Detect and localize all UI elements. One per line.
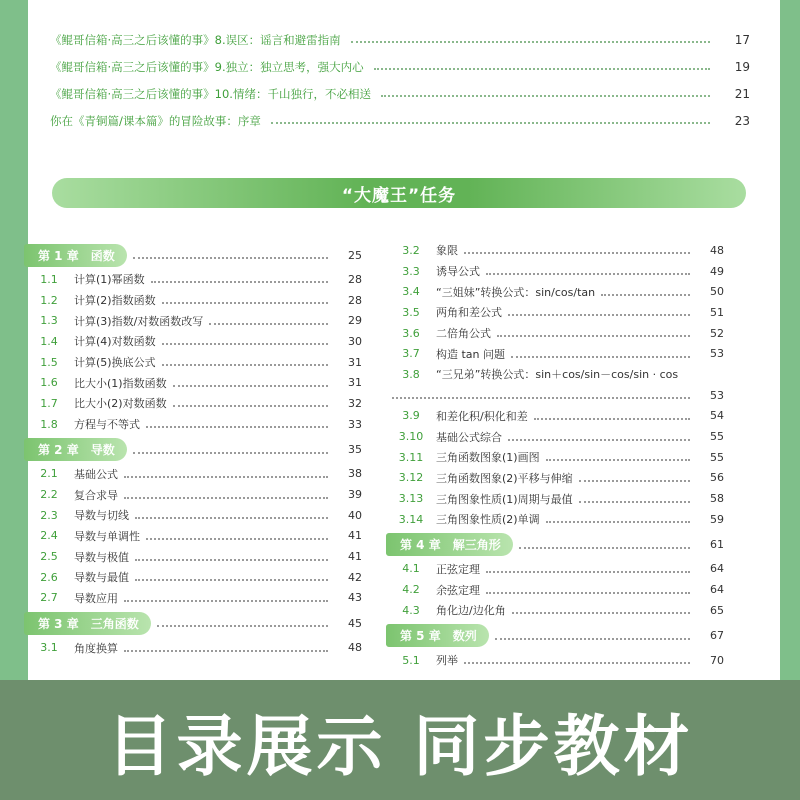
section-title: 诱导公式 xyxy=(436,265,480,279)
section-number: 3.11 xyxy=(398,450,424,464)
toc-row[interactable] xyxy=(386,488,724,509)
section-title: 正弦定理 xyxy=(436,562,480,576)
toc-row[interactable] xyxy=(386,364,724,385)
toc-page: 53 xyxy=(710,347,724,361)
dot-leader xyxy=(511,356,690,358)
toc-page: 38 xyxy=(348,467,362,481)
toc-page: 32 xyxy=(348,396,362,410)
section-title: 余弦定理 xyxy=(436,583,480,597)
toc-page: 48 xyxy=(348,641,362,655)
section-number: 3.13 xyxy=(398,492,424,506)
toc-row[interactable] xyxy=(386,406,724,427)
section-title: 和差化积/积化和差 xyxy=(436,409,528,423)
toc-page: 28 xyxy=(348,293,362,307)
dot-leader xyxy=(508,439,690,441)
section-number: 1.2 xyxy=(40,293,58,307)
toc-row[interactable] xyxy=(24,372,362,393)
section-number: 4.2 xyxy=(402,583,420,597)
dot-leader xyxy=(374,68,710,70)
dot-leader xyxy=(135,517,328,519)
dot-leader xyxy=(162,302,328,304)
section-title: 列举 xyxy=(436,654,458,668)
section-title: 导数与最值 xyxy=(74,571,129,585)
toc-left-column xyxy=(24,240,362,658)
toc-row-continuation xyxy=(386,385,724,406)
toc-row[interactable] xyxy=(24,393,362,414)
section-number: 3.4 xyxy=(402,285,420,299)
toc-page: 31 xyxy=(348,355,362,369)
section-title: 两角和差公式 xyxy=(436,306,502,320)
section-title: 基础公式 xyxy=(74,467,118,481)
section-title: 计算(1)幂函数 xyxy=(74,273,145,287)
dot-leader xyxy=(124,600,328,602)
chapter-page: 25 xyxy=(348,248,362,262)
toc-page: 31 xyxy=(348,376,362,390)
toc-row[interactable] xyxy=(24,637,362,658)
chapter-heading[interactable] xyxy=(24,243,362,267)
section-title: 计算(3)指数/对数函数改写 xyxy=(74,314,204,328)
dot-leader xyxy=(124,476,328,478)
section-number: 3.12 xyxy=(398,471,424,485)
chapter-label: 第 3 章 三角函数 xyxy=(24,612,151,635)
intro-page: 17 xyxy=(734,32,750,47)
chapter-label: 第 4 章 解三角形 xyxy=(386,533,513,556)
toc-row[interactable] xyxy=(386,579,724,600)
section-number: 5.1 xyxy=(402,653,420,667)
section-number: 2.4 xyxy=(40,529,58,543)
section-number: 2.6 xyxy=(40,570,58,584)
toc-page: 41 xyxy=(348,529,362,543)
toc-page: 33 xyxy=(348,417,362,431)
chapter-page: 67 xyxy=(710,629,724,643)
toc-page: 28 xyxy=(348,272,362,286)
section-title: 方程与不等式 xyxy=(74,418,140,432)
toc-page: 55 xyxy=(710,430,724,444)
section-number: 2.1 xyxy=(40,467,58,481)
toc-page: 56 xyxy=(710,471,724,485)
section-number: 2.3 xyxy=(40,508,58,522)
section-number: 3.5 xyxy=(402,305,420,319)
toc-page: 55 xyxy=(710,450,724,464)
toc-row[interactable] xyxy=(24,505,362,526)
toc-row[interactable] xyxy=(386,343,724,364)
section-title: 导数与极值 xyxy=(74,550,129,564)
section-title: 计算(2)指数函数 xyxy=(74,294,156,308)
dot-leader xyxy=(209,323,328,325)
dot-leader xyxy=(133,452,328,454)
toc-row[interactable] xyxy=(24,567,362,588)
dot-leader xyxy=(497,335,690,337)
toc-row[interactable] xyxy=(24,484,362,505)
section-title: 复合求导 xyxy=(74,488,118,502)
dot-leader xyxy=(133,257,328,259)
section-number: 3.6 xyxy=(402,326,420,340)
section-number: 1.3 xyxy=(40,314,58,328)
toc-row[interactable] xyxy=(24,464,362,485)
toc-row[interactable] xyxy=(386,323,724,344)
chapter-heading[interactable] xyxy=(24,611,362,635)
intro-row[interactable] xyxy=(50,26,750,53)
toc-page: 51 xyxy=(710,305,724,319)
section-title: 三角图象性质(2)单调 xyxy=(436,513,540,527)
dot-leader xyxy=(512,612,690,614)
section-title: 比大小(2)对数函数 xyxy=(74,397,167,411)
dot-leader xyxy=(381,95,710,97)
dot-leader xyxy=(162,364,328,366)
intro-title: 你在《青铜篇/课本篇》的冒险故事：序章 xyxy=(50,113,261,128)
section-banner-title: “大魔王”任务 xyxy=(341,185,457,206)
chapter-page: 35 xyxy=(348,443,362,456)
toc-row[interactable] xyxy=(386,650,724,671)
toc-page: 65 xyxy=(710,603,724,617)
toc-row[interactable] xyxy=(386,468,724,489)
dot-leader xyxy=(486,571,690,573)
section-number: 1.5 xyxy=(40,355,58,369)
toc-right-column xyxy=(386,240,724,670)
toc-row[interactable] xyxy=(24,269,362,290)
section-title: 构造 tan 问题 xyxy=(436,347,506,361)
section-number: 4.3 xyxy=(402,603,420,617)
section-title: 角化边/边化角 xyxy=(436,604,506,618)
section-title: 计算(4)对数函数 xyxy=(74,335,156,349)
dot-leader xyxy=(392,397,690,399)
toc-row[interactable] xyxy=(24,352,362,373)
section-title: 角度换算 xyxy=(74,641,118,655)
toc-row[interactable] xyxy=(24,414,362,435)
section-title: 导数与切线 xyxy=(74,509,129,523)
toc-row[interactable] xyxy=(386,426,724,447)
toc-page: 54 xyxy=(710,409,724,423)
toc-page: 64 xyxy=(710,562,724,576)
section-number: 2.2 xyxy=(40,488,58,502)
toc-page: 40 xyxy=(348,508,362,522)
chapter-page: 45 xyxy=(348,616,362,630)
toc-page: 43 xyxy=(348,591,362,605)
section-title: 计算(5)换底公式 xyxy=(74,356,156,370)
dot-leader xyxy=(486,273,690,275)
intro-row[interactable] xyxy=(50,107,750,134)
dot-leader xyxy=(579,501,690,503)
toc-row[interactable] xyxy=(24,546,362,567)
toc-page: 29 xyxy=(348,314,362,328)
section-number: 3.8 xyxy=(402,367,420,381)
section-number: 3.9 xyxy=(402,409,420,423)
section-number: 1.8 xyxy=(40,417,58,431)
toc-page: 58 xyxy=(710,492,724,506)
toc-page: 70 xyxy=(710,653,724,667)
section-title: 比大小(1)指数函数 xyxy=(74,376,167,390)
chapter-heading[interactable] xyxy=(386,624,724,648)
section-title: “三兄弟”转换公式：sin＋cos/sin－cos/sin · cos xyxy=(436,368,679,382)
section-title: 基础公式综合 xyxy=(436,430,502,444)
toc-row[interactable] xyxy=(386,600,724,621)
toc-row[interactable] xyxy=(386,559,724,580)
section-title: 导数应用 xyxy=(74,591,118,605)
intro-title: 《鲲哥信箱·高三之后该懂的事》10.情绪：千山独行，不必相送 xyxy=(50,86,371,101)
dot-leader xyxy=(508,314,690,316)
dot-leader xyxy=(495,638,690,640)
section-title: 三角图象性质(1)周期与最值 xyxy=(436,492,573,506)
toc-row[interactable] xyxy=(24,310,362,331)
dot-leader xyxy=(486,592,690,594)
toc-row[interactable] xyxy=(386,261,724,282)
section-number: 3.1 xyxy=(40,641,58,655)
toc-page: 53 xyxy=(710,388,724,402)
section-number: 1.7 xyxy=(40,396,58,410)
dot-leader xyxy=(157,625,328,627)
toc-page: 39 xyxy=(348,488,362,502)
toc-page: 48 xyxy=(710,243,724,257)
dot-leader xyxy=(271,122,710,124)
dot-leader xyxy=(146,538,328,540)
section-number: 3.2 xyxy=(402,243,420,257)
section-number: 1.1 xyxy=(40,272,58,286)
intro-page: 23 xyxy=(734,113,750,128)
dot-leader xyxy=(546,521,690,523)
toc-row[interactable] xyxy=(24,331,362,352)
toc-page: 59 xyxy=(710,512,724,526)
toc-row[interactable] xyxy=(386,509,724,530)
section-number: 2.7 xyxy=(40,591,58,605)
section-number: 2.5 xyxy=(40,550,58,564)
toc-row[interactable] xyxy=(386,447,724,468)
intro-row[interactable] xyxy=(50,53,750,80)
dot-leader xyxy=(519,547,690,549)
section-title: 二倍角公式 xyxy=(436,327,491,341)
intro-title: 《鲲哥信箱·高三之后该懂的事》8.误区：谣言和避雷指南 xyxy=(50,32,341,47)
dot-leader xyxy=(146,426,328,428)
dot-leader xyxy=(534,418,690,420)
section-title: “三姐妹”转换公式：sin/cos/tan xyxy=(436,285,596,299)
dot-leader xyxy=(464,662,690,664)
dot-leader xyxy=(135,579,328,581)
toc-page: 30 xyxy=(348,334,362,348)
dot-leader xyxy=(162,343,328,345)
intro-row[interactable] xyxy=(50,80,750,107)
toc-page: 49 xyxy=(710,264,724,278)
intro-list xyxy=(50,26,750,134)
section-number: 3.3 xyxy=(402,264,420,278)
chapter-heading[interactable] xyxy=(386,533,724,557)
section-number: 3.10 xyxy=(398,430,424,444)
section-number: 3.14 xyxy=(398,512,424,526)
dot-leader xyxy=(173,385,328,387)
dot-leader xyxy=(124,650,328,652)
toc-row[interactable] xyxy=(24,290,362,311)
dot-leader xyxy=(173,405,328,407)
section-banner xyxy=(52,178,746,208)
section-title: 象限 xyxy=(436,244,458,258)
section-number: 3.7 xyxy=(402,347,420,361)
section-title: 导数与单调性 xyxy=(74,529,140,543)
dot-leader xyxy=(546,459,690,461)
footer-slogan: 目录展示 同步教材 xyxy=(106,707,694,785)
toc-row[interactable] xyxy=(386,302,724,323)
intro-title: 《鲲哥信箱·高三之后该懂的事》9.独立：独立思考，强大内心 xyxy=(50,59,364,74)
chapter-heading[interactable] xyxy=(24,438,362,462)
dot-leader xyxy=(135,559,328,561)
toc-page: 64 xyxy=(710,583,724,597)
toc-row[interactable] xyxy=(24,588,362,609)
dot-leader xyxy=(351,41,710,43)
toc-page: 41 xyxy=(348,550,362,564)
dot-leader xyxy=(151,281,328,283)
footer-banner xyxy=(0,680,800,800)
chapter-label: 第 2 章 导数 xyxy=(24,438,127,461)
chapter-page: 61 xyxy=(710,538,724,552)
section-number: 4.1 xyxy=(402,562,420,576)
section-title: 三角函数图象(1)画图 xyxy=(436,451,540,465)
intro-page: 19 xyxy=(734,59,750,74)
chapter-label: 第 1 章 函数 xyxy=(24,244,127,267)
chapter-label: 第 5 章 数列 xyxy=(386,624,489,647)
toc-page: 50 xyxy=(710,285,724,299)
section-number: 1.4 xyxy=(40,334,58,348)
section-number: 1.6 xyxy=(40,376,58,390)
toc-row[interactable] xyxy=(24,526,362,547)
dot-leader xyxy=(579,480,690,482)
dot-leader xyxy=(464,252,690,254)
dot-leader xyxy=(601,294,690,296)
toc-row[interactable] xyxy=(386,240,724,261)
section-title: 三角函数图象(2)平移与伸缩 xyxy=(436,471,573,485)
intro-page: 21 xyxy=(734,86,750,101)
dot-leader xyxy=(124,497,328,499)
toc-row[interactable] xyxy=(386,281,724,302)
toc-page: 52 xyxy=(710,326,724,340)
toc-page: 42 xyxy=(348,570,362,584)
